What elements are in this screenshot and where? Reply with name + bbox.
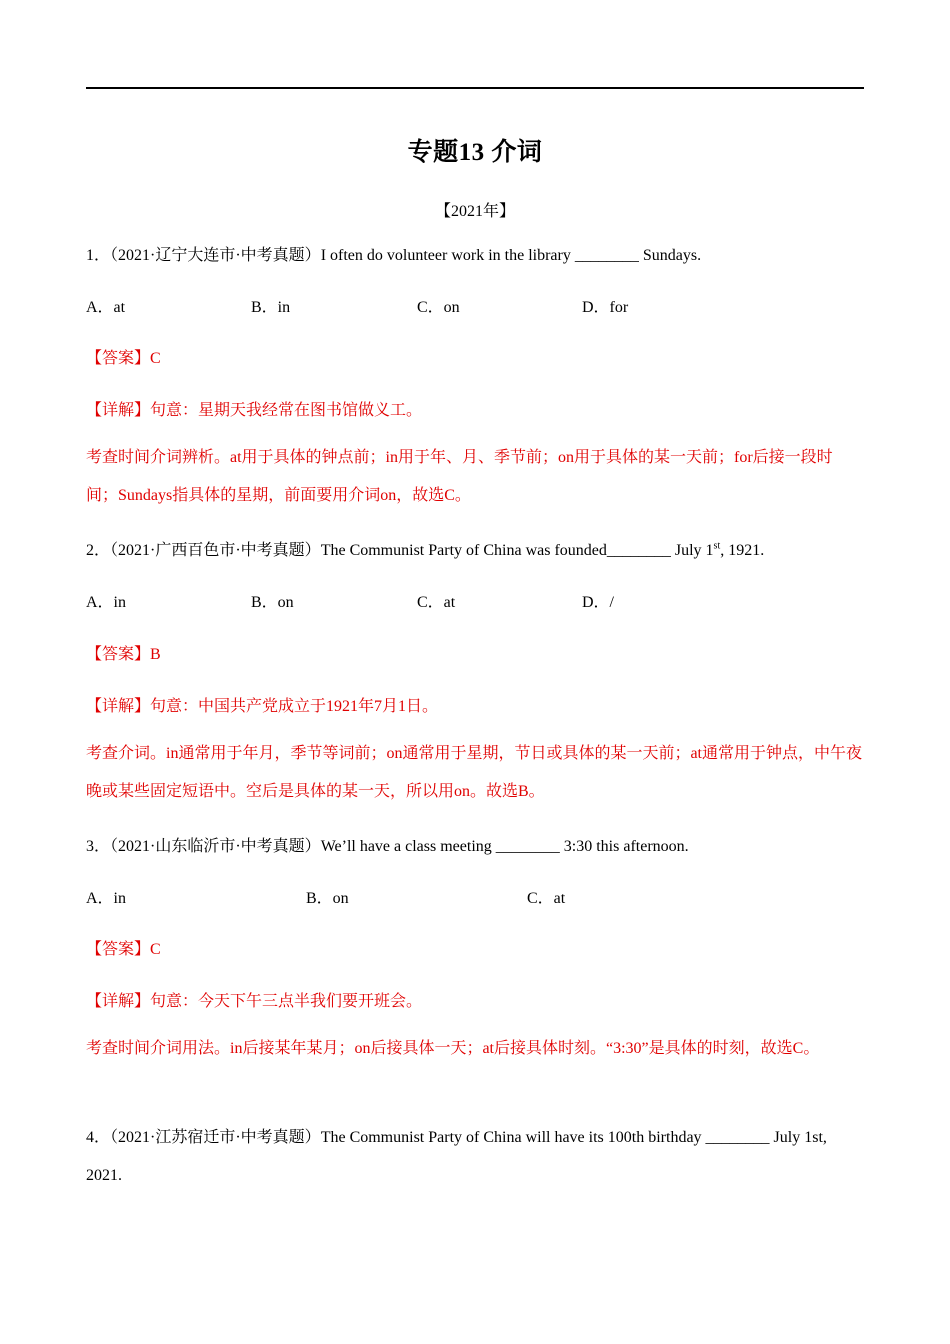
question-source: （2021·江苏宿迁市·中考真题） (110, 1129, 321, 1146)
question-1-stem (86, 242, 701, 265)
question-text: The Communist Party of China was founded________ July 1 (320, 542, 714, 559)
question-text-end: , 1921. (720, 542, 765, 559)
header-rule (86, 87, 864, 89)
option-b: B．on (251, 594, 294, 611)
analysis-2: 考查介词。in通常用于年月，季节等词前；on通常用于星期，节日或具体的某一天前；at通常用于钟点，中午夜晚或某些固定短语中。空后是具体的某一天，所以用on。故选B。 (86, 745, 862, 800)
option-b: B．in (251, 299, 291, 316)
question-source: （2021·广西百色市·中考真题） (110, 542, 321, 559)
question-number: 4． (86, 1129, 111, 1146)
option-c: C．at (527, 890, 566, 907)
ordinal-suffix: st (713, 540, 721, 552)
option-b: B．on (306, 890, 349, 907)
detail-3: 【详解】句意：今天下午三点半我们要开班会。 (86, 993, 423, 1010)
question-text: The Communist Party of China will have its 100th birthday ________ July 1st, 2021. (86, 1129, 827, 1184)
answer-1: 【答案】C (86, 350, 161, 367)
option-d: D．/ (582, 594, 615, 611)
question-2-stem (86, 537, 764, 560)
year-heading: 【2021年】 (434, 203, 515, 220)
question-source: （2021·辽宁大连市·中考真题） (110, 247, 321, 264)
question-number: 2． (86, 542, 111, 559)
question-4-stem (86, 1119, 864, 1195)
question-source: （2021·山东临沂市·中考真题） (110, 838, 321, 855)
page-title: 专题13 介词 (407, 139, 543, 166)
question-text: I often do volunteer work in the library ________ Sundays. (320, 247, 702, 264)
question-number: 3． (86, 838, 111, 855)
analysis-1: 考查时间介词辨析。at用于具体的钟点前；in用于年、月、季节前；on用于具体的某一天前；for后接一段时间；Sundays指具体的星期，前面要用介词on，故选C。 (86, 449, 833, 504)
option-a: A．in (86, 594, 127, 611)
option-c: C．at (417, 594, 456, 611)
detail-1: 【详解】句意：星期天我经常在图书馆做义工。 (86, 402, 423, 419)
detail-2: 【详解】句意：中国共产党成立于1921年7月1日。 (86, 698, 439, 715)
question-3-stem (86, 833, 689, 856)
answer-3: 【答案】C (86, 941, 161, 958)
option-a: A．at (86, 299, 126, 316)
option-d: D．for (582, 299, 629, 316)
question-text: We’ll have a class meeting ________ 3:30 this afternoon. (320, 838, 689, 855)
question-number: 1． (86, 247, 111, 264)
option-c: C．on (417, 299, 460, 316)
analysis-3: 考查时间介词用法。in后接某年某月；on后接具体一天；at后接具体时刻。“3:30”是具体的时刻，故选C。 (86, 1040, 820, 1057)
answer-2: 【答案】B (86, 646, 161, 663)
option-a: A．in (86, 890, 127, 907)
